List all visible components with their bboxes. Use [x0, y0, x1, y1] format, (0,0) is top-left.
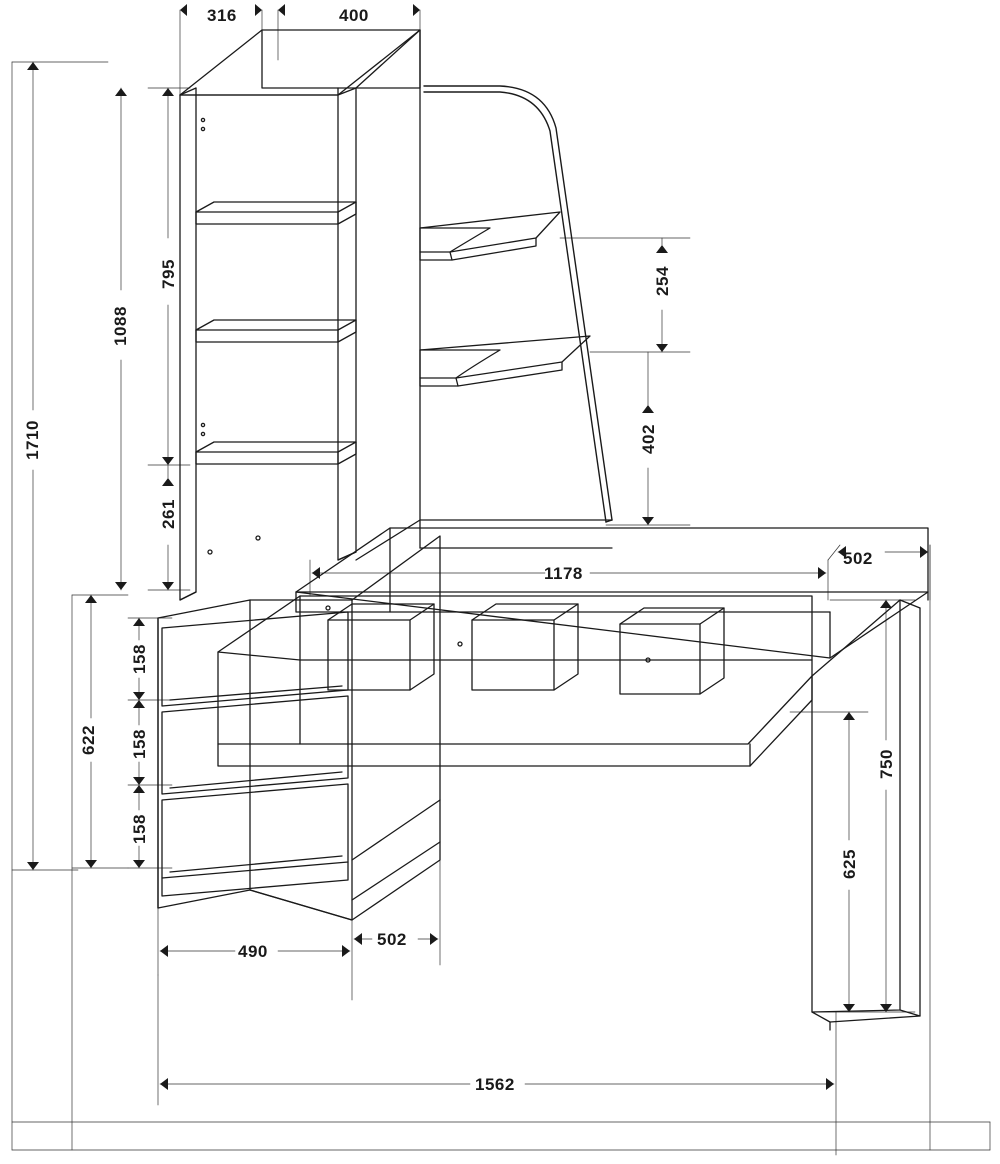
dimension-label-1088: 1088	[110, 306, 130, 346]
back-rail	[420, 520, 612, 548]
dimension-arrowheads	[27, 4, 928, 1090]
curved-frame	[424, 86, 612, 522]
dimension-label-1710: 1710	[22, 420, 42, 460]
pedestal	[158, 536, 440, 920]
extension-lines	[12, 10, 990, 1155]
dimension-label-261: 261	[158, 499, 178, 529]
shelf-tower	[180, 30, 420, 610]
dimension-label-502-bottom: 502	[377, 930, 407, 949]
dimension-label-254: 254	[652, 266, 672, 296]
dimension-label-1562: 1562	[475, 1075, 515, 1094]
dimension-label-625: 625	[839, 849, 859, 879]
dimension-label-622: 622	[78, 725, 98, 755]
dimension-label-795: 795	[158, 259, 178, 289]
dimension-label-490: 490	[238, 942, 268, 961]
dimension-label-316: 316	[207, 6, 237, 25]
dimension-label-158-a: 158	[129, 644, 149, 674]
dimension-label-502-top: 502	[843, 549, 873, 568]
dimension-label-750: 750	[876, 749, 896, 779]
open-drawer	[218, 596, 812, 766]
dimension-label-400: 400	[339, 6, 369, 25]
dimension-label-158-c: 158	[129, 814, 149, 844]
dimension-label-1178: 1178	[544, 564, 583, 583]
right-leg-panel	[812, 600, 920, 1030]
dimension-label-402: 402	[638, 424, 658, 454]
dimension-label-158-b: 158	[129, 729, 149, 759]
